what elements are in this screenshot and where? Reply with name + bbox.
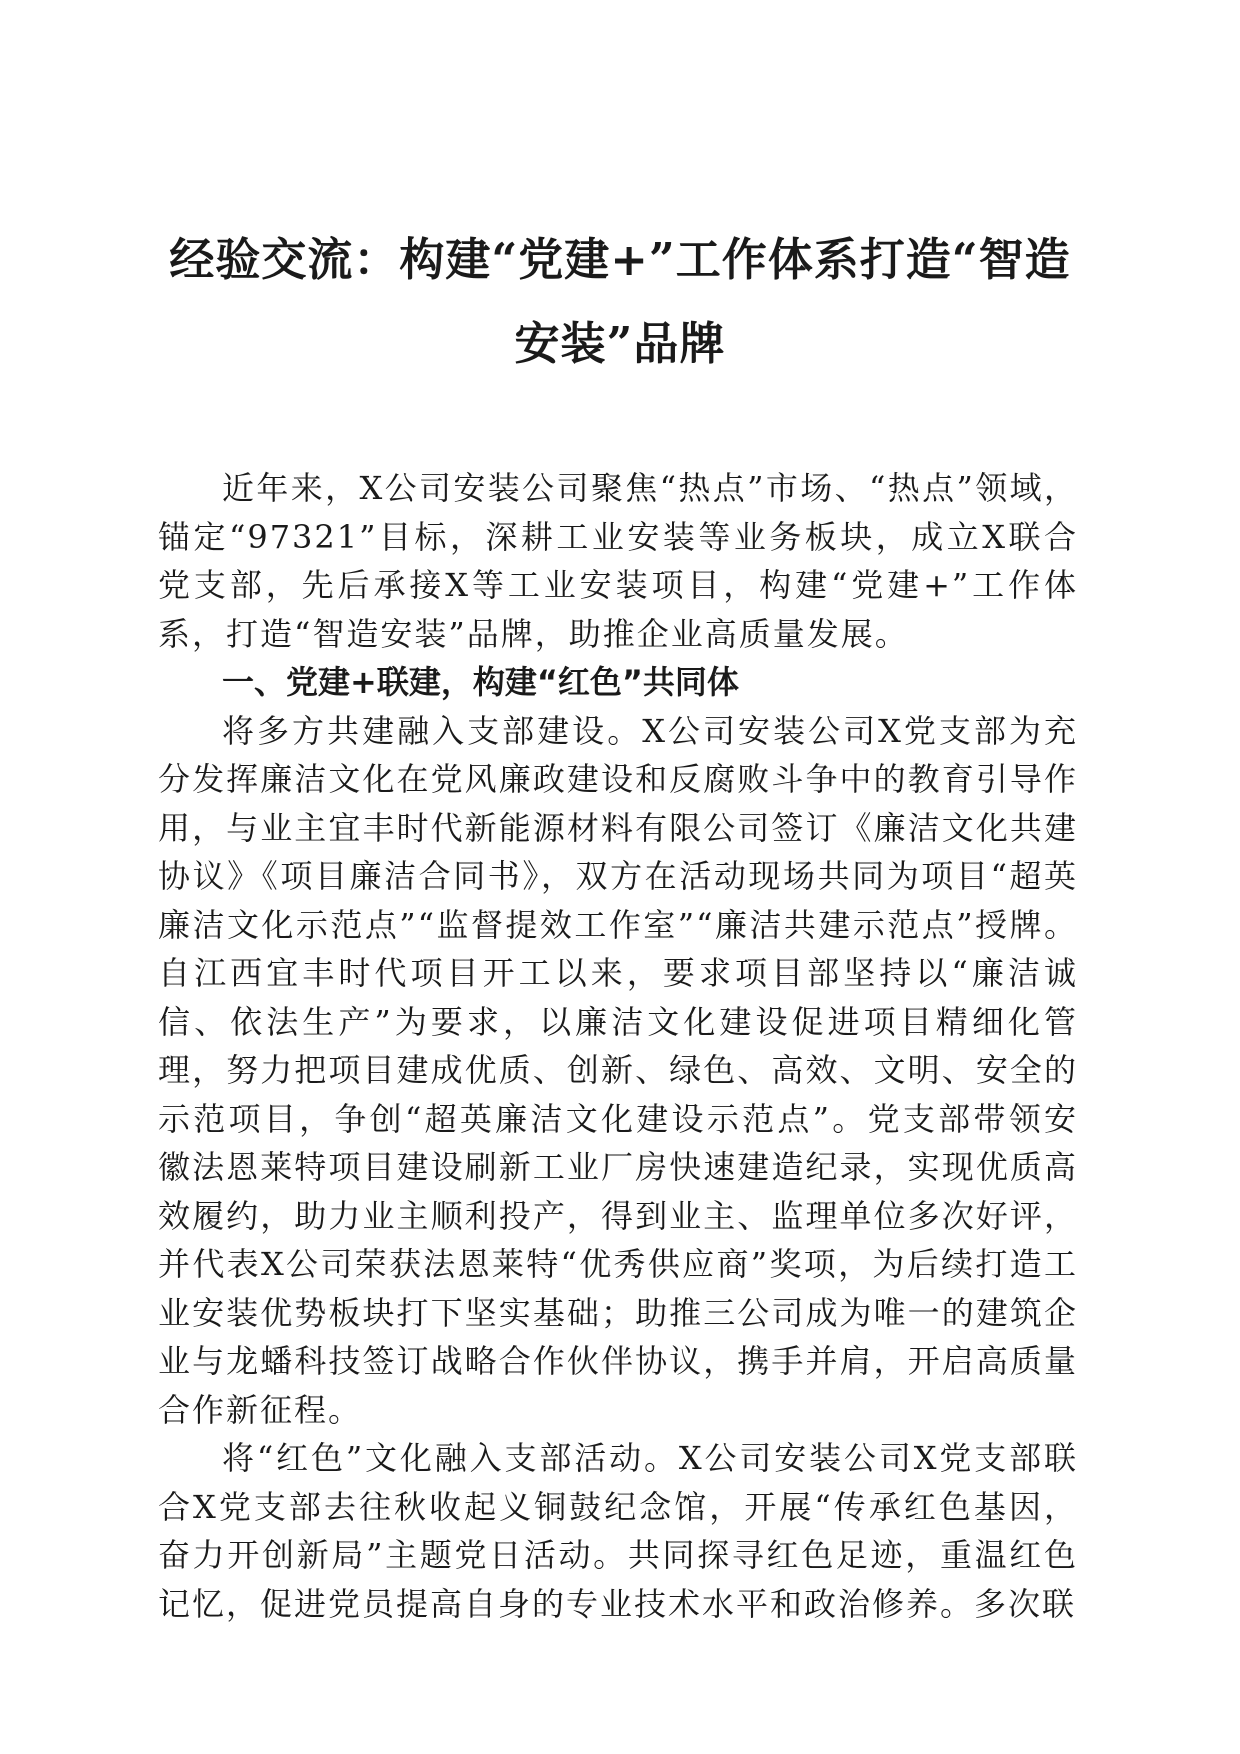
- intro-paragraph: 近年来，X公司安装公司聚焦“热点”市场、“热点”领域，锚定“97321”目标，深耕工业安装等业务板块，成立X联合党支部，先后承接X等工业安装项目，构建“党建+”工作体系，打造“智造安装”品牌，助推企业高质量发展。: [158, 469, 1078, 653]
- body-paragraph: 将多方共建融入支部建设。X公司安装公司X党支部为充分发挥廉洁文化在党风廉政建设和反腐败斗争中的教育引导作用，与业主宜丰时代新能源材料有限公司签订《廉洁文化共建协议》《项目廉洁合同书》，双方在活动现场共同为项目“超英廉洁文化示范点”“监督提效工作室”“廉洁共建示范点”授牌。自江西宜丰时代项目开工以来，要求项目部坚持以“廉洁诚信、依法生产”为要求，以廉洁文化建设促进项目精细化管理，努力把项目建成优质、创新、绿色、高效、文明、安全的示范项目，争创“超英廉洁文化建设示范点”。党支部带领安徽法恩莱特项目建设刷新工业厂房快速建造纪录，实现优质高效履约，助力业主顺利投产，得到业主、监理单位多次好评，并代表X公司荣获法恩莱特“优秀供应商”奖项，为后续打造工业安装优势板块打下坚实基础；助推三公司成为唯一的建筑企业与龙蟠科技签订战略合作伙伴协议，携手并肩，开启高质量合作新征程。: [158, 711, 1078, 1429]
- document-body: [158, 464, 1078, 1628]
- body-paragraph: 将“红色”文化融入支部活动。X公司安装公司X党支部联合X党支部去往秋收起义铜鼓纪念馆，开展“传承红色基因，奋力开创新局”主题党日活动。共同探寻红色足迹，重温红色记忆，促进党员提高自身的专业技术水平和政治修养。多次联: [158, 1439, 1078, 1623]
- document-title: 经验交流：构建“党建+”工作体系打造“智造安装”品牌: [169, 233, 1071, 370]
- section-heading: 一、党建+联建，构建“红色”共同体: [222, 663, 739, 701]
